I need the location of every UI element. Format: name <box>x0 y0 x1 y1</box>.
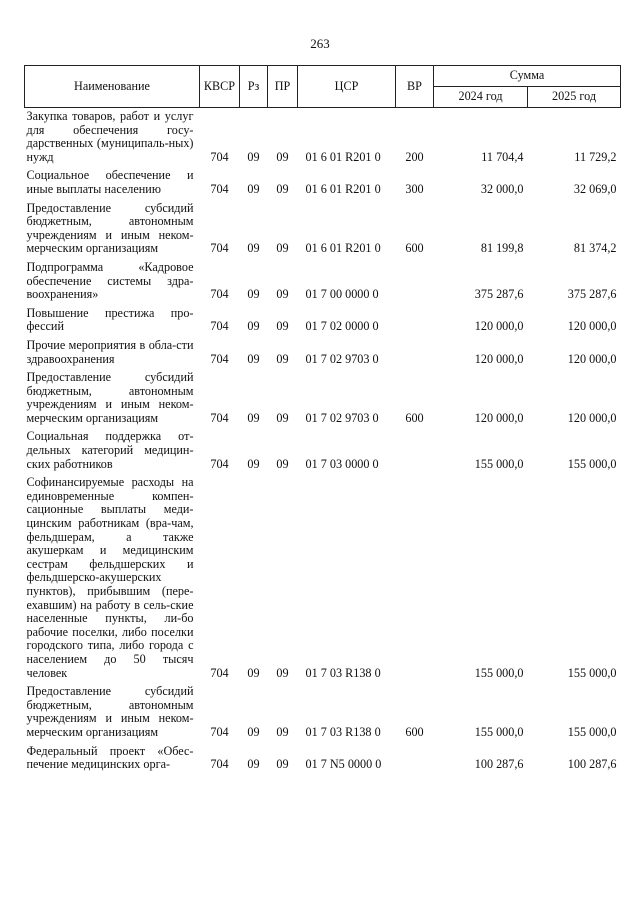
row-kvsr: 704 <box>210 319 229 334</box>
row-rz: 09 <box>247 410 260 425</box>
row-sum-2025: 155 000,0 <box>567 724 617 739</box>
row-sum-2024: 120 000,0 <box>474 410 524 425</box>
row-vr: 200 <box>405 149 424 164</box>
row-vr <box>396 474 434 683</box>
col-header-kvsr: КВСР <box>200 66 240 108</box>
row-sum-2025: 375 287,6 <box>567 287 617 302</box>
row-csr: 01 7 03 R138 0 <box>305 724 381 739</box>
row-pr: 09 <box>276 181 289 196</box>
table-row <box>25 474 621 683</box>
row-pr: 09 <box>276 319 289 334</box>
row-vr <box>396 743 434 775</box>
row-sum-2025: 100 287,6 <box>567 757 617 772</box>
row-name: Предоставление субсидий бюджетным, автономным учреждениям и иным неком-мерческим организациям <box>26 200 194 256</box>
row-name: Федеральный проект «Обес-печение медицинских орга- <box>26 743 194 772</box>
row-sum-2024: 100 287,6 <box>474 757 524 772</box>
row-pr: 09 <box>276 665 289 680</box>
row-vr: 600 <box>405 410 424 425</box>
table-row <box>25 200 621 259</box>
row-kvsr: 704 <box>210 410 229 425</box>
table-row <box>25 369 621 428</box>
row-csr: 01 6 01 R201 0 <box>305 149 381 164</box>
row-vr <box>396 305 434 337</box>
row-rz: 09 <box>247 665 260 680</box>
row-name: Закупка товаров, работ и услуг для обеспечения госу-дарственных (муниципаль-ных) нужд <box>26 109 194 164</box>
row-csr: 01 7 00 0000 0 <box>305 287 379 302</box>
row-kvsr: 704 <box>210 724 229 739</box>
row-pr: 09 <box>276 757 289 772</box>
row-kvsr: 704 <box>210 665 229 680</box>
row-rz: 09 <box>247 241 260 256</box>
table-row <box>25 743 621 775</box>
row-sum-2024: 375 287,6 <box>474 287 524 302</box>
row-sum-2024: 32 000,0 <box>480 181 524 196</box>
row-pr: 09 <box>276 456 289 471</box>
table-row <box>25 259 621 305</box>
row-vr <box>396 337 434 369</box>
row-sum-2025: 155 000,0 <box>567 456 617 471</box>
row-sum-2025: 120 000,0 <box>567 351 617 366</box>
row-sum-2025: 120 000,0 <box>567 410 617 425</box>
row-csr: 01 7 02 0000 0 <box>305 319 379 334</box>
row-name: Повышение престижа про-фессий <box>26 305 194 334</box>
table-row <box>25 683 621 742</box>
row-csr: 01 6 01 R201 0 <box>305 241 381 256</box>
row-rz: 09 <box>247 287 260 302</box>
col-header-2024: 2024 год <box>434 87 528 108</box>
row-csr: 01 7 N5 0000 0 <box>305 757 382 772</box>
row-rz: 09 <box>247 456 260 471</box>
row-csr: 01 7 03 R138 0 <box>305 665 381 680</box>
row-csr: 01 7 02 9703 0 <box>305 351 379 366</box>
row-rz: 09 <box>247 757 260 772</box>
row-sum-2024: 120 000,0 <box>474 351 524 366</box>
row-kvsr: 704 <box>210 456 229 471</box>
col-header-pr: ПР <box>268 66 298 108</box>
row-kvsr: 704 <box>210 351 229 366</box>
row-rz: 09 <box>247 181 260 196</box>
row-vr <box>396 259 434 305</box>
page-number: 263 <box>310 36 330 51</box>
row-name: Подпрограмма «Кадровое обеспечение системы здра-воохранения» <box>26 259 194 302</box>
row-pr: 09 <box>276 149 289 164</box>
row-pr: 09 <box>276 724 289 739</box>
row-sum-2025: 81 374,2 <box>573 241 617 256</box>
row-name: Предоставление субсидий бюджетным, автономным учреждениям и иным неком-мерческим организациям <box>26 370 194 425</box>
row-sum-2024: 11 704,4 <box>481 149 524 164</box>
col-header-rz: Рз <box>240 66 268 108</box>
row-sum-2024: 155 000,0 <box>474 724 524 739</box>
col-header-name: Наименование <box>25 66 200 108</box>
row-sum-2024: 120 000,0 <box>474 319 524 334</box>
table-body <box>25 108 621 775</box>
table-row <box>25 337 621 369</box>
row-sum-2025: 155 000,0 <box>567 665 617 680</box>
row-kvsr: 704 <box>210 757 229 772</box>
table-row <box>25 167 621 199</box>
table-row <box>25 428 621 474</box>
row-rz: 09 <box>247 149 260 164</box>
col-header-sum: Сумма <box>434 66 621 87</box>
row-sum-2025: 120 000,0 <box>567 319 617 334</box>
col-header-2025: 2025 год <box>528 87 621 108</box>
col-header-csr: ЦСР <box>298 66 396 108</box>
row-vr <box>396 428 434 474</box>
row-kvsr: 704 <box>210 181 229 196</box>
row-sum-2025: 11 729,2 <box>574 149 617 164</box>
row-kvsr: 704 <box>210 241 229 256</box>
row-sum-2024: 155 000,0 <box>474 665 524 680</box>
row-pr: 09 <box>276 287 289 302</box>
col-header-vr: ВР <box>396 66 434 108</box>
row-name: Социальная поддержка от-дельных категорий медицин-ских работников <box>26 429 194 471</box>
row-name: Прочие мероприятия в обла-сти здравоохранения <box>26 337 194 366</box>
table-row <box>25 108 621 168</box>
row-csr: 01 7 03 0000 0 <box>305 456 379 471</box>
row-vr: 600 <box>405 241 424 256</box>
row-csr: 01 6 01 R201 0 <box>305 181 381 196</box>
row-name: Социальное обеспечение и иные выплаты населению <box>26 168 194 196</box>
row-pr: 09 <box>276 410 289 425</box>
row-name: Софинансируемые расходы на единовременные компен-сационные выплаты меди-цинским работникам (вра-чам, фельдшерам, а также акушеркам и медицинским сестрам фельдшерских и фельдшерско-акушерских пунктов), прибывшим (пере-ехавшим) на работу в сель-ские населенные пункты, ли-бо рабочие поселки, либо поселки городского типа, либо города с населением до 50 тысяч человек <box>26 475 194 680</box>
row-csr: 01 7 02 9703 0 <box>305 410 379 425</box>
row-pr: 09 <box>276 241 289 256</box>
budget-table <box>24 65 621 775</box>
row-sum-2025: 32 069,0 <box>573 181 617 196</box>
row-vr: 600 <box>405 724 424 739</box>
row-sum-2024: 81 199,8 <box>480 241 524 256</box>
row-rz: 09 <box>247 724 260 739</box>
row-name: Предоставление субсидий бюджетным, автономным учреждениям и иным неком-мерческим организациям <box>26 684 194 739</box>
row-kvsr: 704 <box>210 287 229 302</box>
header-row <box>25 66 621 87</box>
table-row <box>25 305 621 337</box>
row-rz: 09 <box>247 351 260 366</box>
row-sum-2024: 155 000,0 <box>474 456 524 471</box>
row-kvsr: 704 <box>210 149 229 164</box>
row-rz: 09 <box>247 319 260 334</box>
row-pr: 09 <box>276 351 289 366</box>
row-vr: 300 <box>405 181 424 196</box>
